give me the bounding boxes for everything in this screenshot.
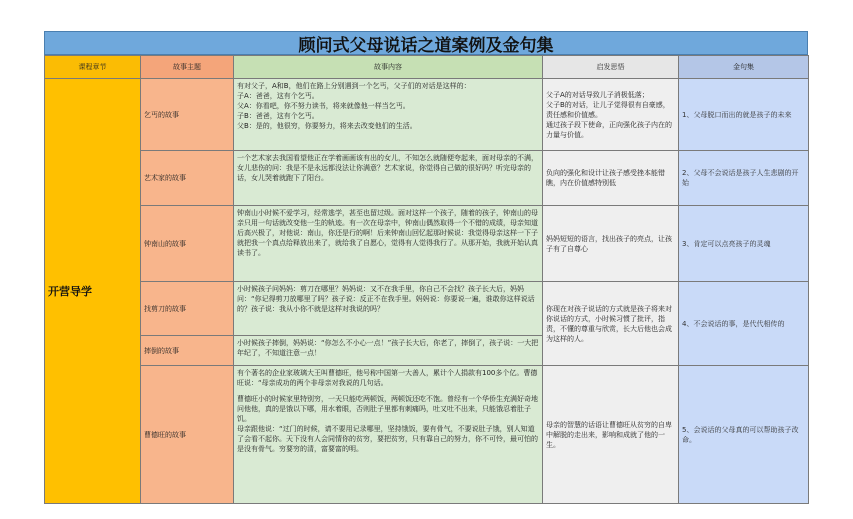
table-row	[45, 151, 809, 206]
story-cell: 艺术家的故事	[141, 151, 234, 206]
insight-cell: 母亲的智慧的话语让曹德旺从贫穷的自卑中解脱的走出来，影响和成就了他的一生。	[543, 366, 679, 504]
insight-cell: 负向的强化和设计让孩子感受挫本能错瞧，内在价值感特别低	[543, 151, 679, 206]
content-paragraph: 有个著名的企业家玻璃大王叫曹德旺，他号称中国第一大善人，累计个人捐款有100多个亿。曹德旺说：“母亲成功的两个非母亲对我说的几句话。	[237, 369, 538, 387]
table-row	[45, 366, 809, 504]
quote-cell: 2、父母不会说话是孩子人生悲剧的开始	[679, 151, 809, 206]
story-cell: 找剪刀的故事	[141, 282, 234, 336]
quote-cell: 4、不会说话的事，是代代相传的	[679, 282, 809, 366]
table-row	[45, 282, 809, 336]
content-cell: 小时候孩子摔倒，妈妈说：“你怎么不小心一点！”孩子长大后，你老了，摔倒了，孩子说：一大把年纪了，不知道注意一点！	[234, 336, 543, 366]
header-row	[45, 56, 809, 79]
header-story: 故事主题	[141, 56, 234, 79]
table-row	[45, 79, 809, 151]
page-title: 顾问式父母说话之道案例及金句集	[44, 31, 808, 55]
chapter-cell: 开营导学	[45, 79, 141, 504]
table-row	[45, 206, 809, 282]
content-cell: 小时候孩子问妈妈：剪刀在哪里？妈妈说：又不在我手里，你自己不会找？孩子长大后，妈妈问：“你记得剪刀放哪里了吗？孩子说：反正不在我手里。妈妈说：你要说一遍，谁敢你这样说话的？孩子说：我从小你不就是这样对我说的吗？	[234, 282, 543, 336]
header-insight: 启发思悟	[543, 56, 679, 79]
spreadsheet	[44, 31, 808, 501]
content-cell	[234, 366, 543, 504]
content-cell: 一个艺术家去我国看望他正在学着画画该有出的女儿，不知怎么就随便夸起来，面对母亲的不满，女儿悲伤的问：我是不是永远都没法让你满意？艺术家说，你觉得自己做的很好吗？听完母亲的话，女儿哭着就跑下了阳台。	[234, 151, 543, 206]
header-quote: 金句集	[679, 56, 809, 79]
content-cell: 有对父子，A和B，他们在路上分别遇到一个乞丐，父子们的对话是这样的： 子A：爸爸，这有个乞丐。 父A：你看吧，你不努力读书，将来就像他一样当乞丐。 子B：爸爸，这有个乞丐。 父B：是的，他很穷，你要努力，将来去改变他们的生活。	[234, 79, 543, 151]
case-table	[44, 55, 809, 504]
header-content: 故事内容	[234, 56, 543, 79]
story-cell: 摔倒的故事	[141, 336, 234, 366]
insight-cell: 父子A的对话导致儿子消极低落； 父子B的对话，让儿子觉得很有自豪感，责任感和价值感。 通过孩子段下使命，正向强化孩子内在的力量与价值。	[543, 79, 679, 151]
content-paragraph: 曹德旺小的时候家里特别穷，一天只能吃两顿饭，两顿饭还吃不饱。曾经有一个华侨生充满好奇地问他他，真的是饿以下哪，用水着眼，否则肚子里都有刺痛吗，吐又吐不出来，只能饿忍着肚子饥。 母亲跟他说：“过门的时候，请不要用记录哪里，坚持饿饭，要有骨气，不要说肚子饿，别人知道了会看不起你。天下没有人会同情你的贫穷，要把贫穷，只有靠自己的努力，你不可怜，最可怕的是没有骨气。穷要穷的清，富要富的明。	[237, 395, 538, 453]
quote-cell: 3、肯定可以点亮孩子的灵魂	[679, 206, 809, 282]
story-cell: 乞丐的故事	[141, 79, 234, 151]
insight-cell: 妈妈短短的语言，找出孩子的亮点，让孩子有了自尊心	[543, 206, 679, 282]
quote-cell: 1、父母脱口而出的就是孩子的未来	[679, 79, 809, 151]
story-cell: 曹德旺的故事	[141, 366, 234, 504]
header-chapter: 课程章节	[45, 56, 141, 79]
story-cell: 钟南山的故事	[141, 206, 234, 282]
content-cell: 钟南山小时候不爱学习，经常逃学，甚至也留过级。面对这样一个孩子，随着的孩子，钟南山的母亲只用一句话就改变他一生的轨迹。有一次在母亲中，钟南山偶然取得一个不错的成绩，母亲知道后高兴极了，对他说：南山，你还是行的啊！后来钟南山回忆起那时候说：我觉得母亲这样一下子就把我一个真点给释放出来了，就给我了自愿心，觉得有人觉得我行了。从那开始，我就开始认真读书了。	[234, 206, 543, 282]
insight-cell: 你现在对孩子说话的方式就是孩子将来对你说话的方式，小时候习惯了批评，指责，不懂的尊重与欣赏，长大后他也会成为这样的人。	[543, 282, 679, 366]
quote-cell: 5、会说话的父母真的可以帮助孩子改命。	[679, 366, 809, 504]
